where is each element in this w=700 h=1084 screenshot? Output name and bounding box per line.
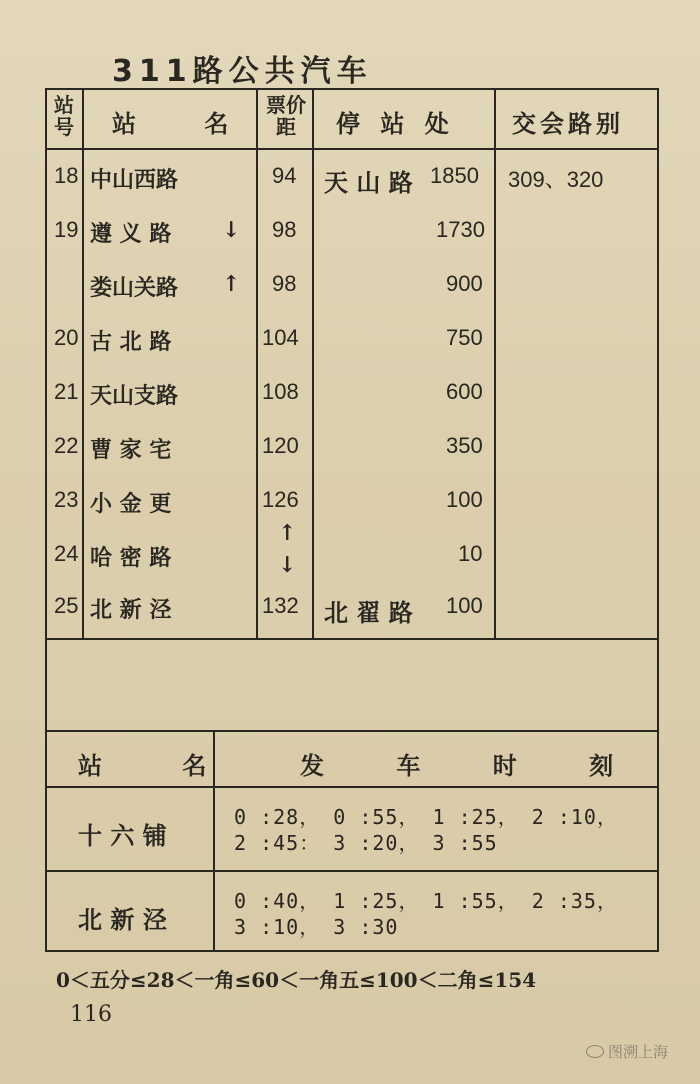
stop-distance: 100	[446, 487, 483, 512]
up-direction-arrow: ↑	[222, 271, 241, 297]
departure-times-line2: 2 :45： 3 :20， 3 :55	[234, 831, 498, 855]
schedule-header-time: 发 车 时 刻	[300, 751, 646, 780]
station-name: 中山西路	[90, 167, 179, 193]
station-no: 20	[54, 325, 79, 350]
fare-distance: 108	[262, 379, 299, 404]
schedule-station: 十 六 铺	[78, 821, 167, 850]
transfer-routes: 309、320	[508, 167, 604, 192]
page-number: 116	[70, 1002, 112, 1027]
stop-distance: 750	[446, 325, 483, 350]
fare-distance: 132	[262, 593, 299, 618]
fare-distance: 104	[262, 325, 299, 350]
blank-bottom-rule	[45, 730, 659, 732]
stop-location: 北 翟 路	[324, 598, 413, 627]
departure-times-line2: 3 :10， 3 :30	[234, 915, 399, 939]
header-transfer-routes: 交会路别	[512, 109, 624, 138]
fare-distance: 98	[272, 271, 297, 296]
station-name: 天山支路	[90, 383, 179, 409]
schedule-station: 北 新 泾	[78, 905, 167, 934]
fare-distance: 98	[272, 217, 297, 242]
stop-distance: 10	[458, 541, 483, 566]
fare-distance: 126	[262, 487, 299, 512]
table-bottom-rule	[45, 638, 659, 640]
station-no: 21	[54, 379, 79, 404]
station-name: 哈 密 路	[90, 545, 172, 571]
station-name: 曹 家 宅	[90, 437, 172, 463]
page-title: 311路公共汽车	[112, 54, 373, 89]
col-rule-3	[312, 88, 314, 638]
stop-distance: 1850	[430, 163, 479, 188]
header-bottom-rule	[45, 148, 659, 150]
station-no: 23	[54, 487, 79, 512]
watermark-text: 图溯上海	[608, 1043, 669, 1061]
station-no: 24	[54, 541, 79, 566]
stop-distance: 600	[446, 379, 483, 404]
fare-distance: 120	[262, 433, 299, 458]
down-arrow-icon: ↓	[278, 552, 297, 578]
station-name: 小 金 更	[90, 491, 172, 517]
station-no: 25	[54, 593, 79, 618]
up-arrow-icon: ↑	[278, 520, 297, 546]
stop-location: 天 山 路	[324, 168, 413, 197]
station-name: 古 北 路	[90, 329, 172, 355]
chat-bubble-icon	[586, 1045, 604, 1058]
fare-distance: 94	[272, 163, 297, 188]
schedule-row-rule	[45, 870, 659, 872]
station-no: 19	[54, 217, 79, 242]
header-station-name: 站 名	[112, 109, 259, 138]
col-rule-1	[82, 88, 84, 638]
station-name: 遵 义 路	[90, 221, 172, 247]
fare-note: 0＜五分≤28＜一角≤60＜一角五≤100＜二角≤154	[56, 968, 537, 992]
station-name: 娄山关路	[90, 275, 179, 301]
header-station-no: 站号	[54, 93, 74, 139]
stop-distance: 1730	[436, 217, 485, 242]
departure-times-line1: 0 :28， 0 :55， 1 :25， 2 :10，	[234, 805, 618, 829]
col-rule-4	[494, 88, 496, 638]
stop-distance: 100	[446, 593, 483, 618]
stop-distance: 350	[446, 433, 483, 458]
stop-distance: 900	[446, 271, 483, 296]
watermark	[586, 1041, 668, 1062]
down-direction-arrow: ↓	[222, 217, 241, 243]
col-rule-2	[256, 88, 258, 638]
station-no: 18	[54, 163, 79, 188]
departure-times-line1: 0 :40， 1 :25， 1 :55， 2 :35，	[234, 889, 618, 913]
schedule-header-rule	[45, 786, 659, 788]
station-name: 北 新 泾	[90, 597, 172, 623]
header-fare-distance: 票价距	[266, 93, 306, 139]
station-no: 22	[54, 433, 79, 458]
header-stop-location: 停 站 处	[336, 109, 455, 138]
schedule-header-station: 站 名	[78, 751, 243, 780]
